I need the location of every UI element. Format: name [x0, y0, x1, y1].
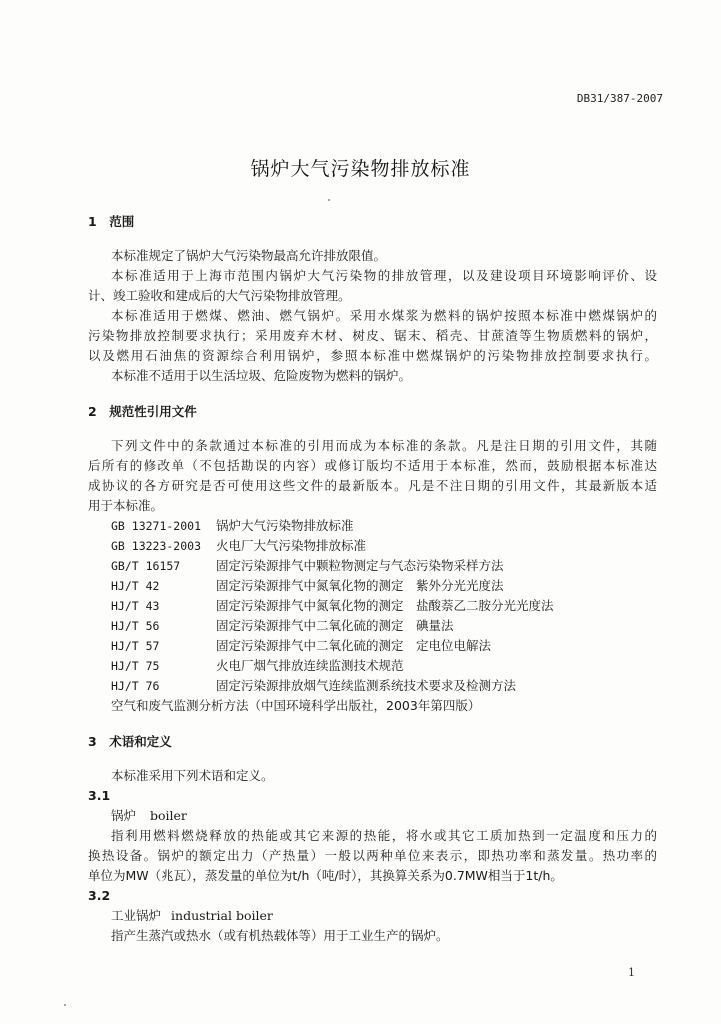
section-2-line: 后所有的修改单（不包括勘误的内容）或修订版均不适用于本标准，然而，鼓励根据本标准达: [88, 458, 657, 473]
term-name-zh: 工业锅炉: [111, 908, 162, 923]
scan-speck: [328, 199, 330, 201]
reference-title: 固定污染源排气中二氧化硫的测定 碘量法: [216, 618, 454, 633]
reference-title: 固定污染源排气中二氧化硫的测定 定电位电解法: [216, 638, 492, 653]
section-1-line: 本标准规定了锅炉大气污染物最高允许排放限值。: [111, 248, 387, 263]
reference-title: 火电厂烟气排放连续监测技术规范: [216, 658, 404, 673]
section-2-line: 用于本标准。: [88, 498, 164, 513]
reference-code: GB/T 16157: [111, 559, 181, 573]
reference-code: HJ/T 43: [111, 599, 160, 613]
reference-title: 火电厂大气污染物排放标准: [216, 538, 367, 553]
section-1-line: 本标准适用于上海市范围内锅炉大气污染物的排放管理，以及建设项目环境影响评价、设: [111, 268, 657, 283]
section-3-heading: 3 术语和定义: [88, 734, 172, 749]
reference-title: 固定污染源排气中颗粒物测定与气态污染物采样方法: [216, 558, 504, 573]
reference-code: HJ/T 75: [111, 659, 160, 673]
section-1-line: 本标准不适用于以生活垃圾、危险废物为燃料的锅炉。: [111, 368, 412, 383]
term-name: [111, 908, 273, 924]
section-1-line: 以及燃用石油焦的资源综合利用锅炉，参照本标准中燃煤锅炉的污染物排放控制要求执行。: [88, 348, 657, 363]
page-number: 1: [628, 966, 635, 979]
section-3-intro: 本标准采用下列术语和定义。: [111, 768, 274, 783]
reference-code: HJ/T 56: [111, 619, 160, 633]
page-title: 锅炉大气污染物排放标准: [250, 158, 471, 180]
section-2-line: 下列文件中的条款通过本标准的引用而成为本标准的条款。凡是注日期的引用文件，其随: [111, 438, 657, 453]
term-definition-line: 单位为MW（兆瓦），蒸发量的单位为t/h（吨/时），其换算关系为0.7MW相当于1t/h。: [88, 868, 563, 883]
reference-code: GB 13271-2001: [111, 519, 202, 533]
reference-code: HJ/T 57: [111, 639, 160, 653]
reference-title: 锅炉大气污染物排放标准: [216, 518, 354, 533]
term-name-zh: 锅炉: [111, 808, 137, 823]
term-definition-line: 换热设备。锅炉的额定出力（产热量）一般以两种单位来表示，即热功率和蒸发量。热功率的: [88, 848, 657, 863]
section-2-line: 成协议的各方研究是否可使用这些文件的最新版本。凡是不注日期的引用文件，其最新版本适: [88, 478, 657, 493]
reference-code: HJ/T 76: [111, 679, 160, 693]
reference-title: 固定污染源排气中氮氧化物的测定 盐酸萘乙二胺分光光度法: [216, 598, 554, 613]
reference-code: GB 13223-2003: [111, 539, 202, 553]
section-2-heading: 2 规范性引用文件: [88, 404, 197, 419]
term-definition-line: 指利用燃料燃烧释放的热能或其它来源的热能，将水或其它工质加热到一定温度和压力的: [111, 828, 657, 843]
term-name-en: boiler: [150, 808, 187, 823]
section-1-line: 计、竣工验收和建成后的大气污染物排放管理。: [88, 288, 351, 303]
reference-code: HJ/T 42: [111, 579, 160, 593]
term-name: [111, 808, 187, 824]
reference-extra: 空气和废气监测分析方法（中国环境科学出版社，2003年第四版）: [111, 698, 481, 713]
reference-title: 固定污染源排放烟气连续监测系统技术要求及检测方法: [216, 678, 517, 693]
section-1-line: 污染物排放控制要求执行；采用废弃木材、树皮、锯末、稻壳、甘蔗渣等生物质燃料的锅炉，: [88, 328, 657, 343]
term-name-en: industrial boiler: [171, 908, 273, 923]
section-1-line: 本标准适用于燃煤、燃油、燃气锅炉。采用水煤浆为燃料的锅炉按照本标准中燃煤锅炉的: [111, 308, 657, 323]
section-1-heading: 1 范围: [88, 214, 135, 229]
scan-speck: [64, 1004, 66, 1006]
term-definition-line: 指产生蒸汽或热水（或有机热载体等）用于工业生产的锅炉。: [111, 928, 449, 943]
term-number: 3.1: [88, 788, 111, 803]
document-code: DB31/387-2007: [576, 92, 663, 105]
term-number: 3.2: [88, 888, 111, 903]
reference-title: 固定污染源排气中氮氧化物的测定 紫外分光光度法: [216, 578, 504, 593]
